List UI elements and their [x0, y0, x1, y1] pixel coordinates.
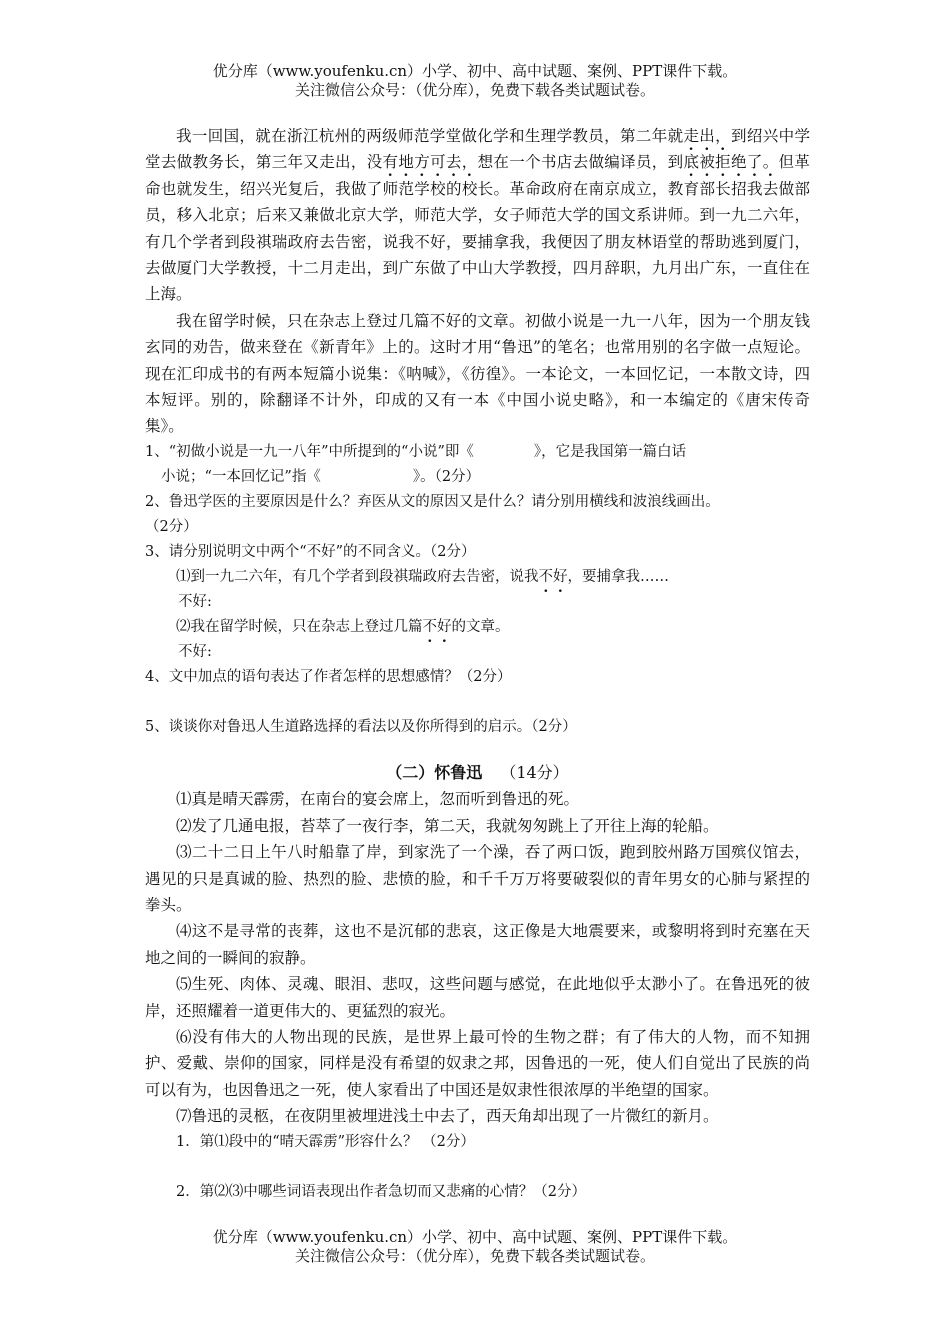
question-2: 2、鲁迅学医的主要原因是什么？弃医从文的原因又是什么？请分别用横线和波浪线画出。: [145, 493, 720, 510]
emphasis-char: 就: [667, 127, 684, 145]
dotted-phrase: [668, 127, 716, 145]
text-run: ，要捕拿我……: [567, 568, 669, 585]
emphasis-char: 方: [414, 153, 431, 172]
question-3-item2-label: 不好:: [178, 643, 212, 660]
emphasis-char: 不: [538, 568, 553, 585]
emphasis-char: 走: [683, 127, 700, 145]
emphasis-char: 了: [746, 153, 763, 172]
section2-question-1: 1．第⑴段中的“晴天霹雳”形容什么？ （2分）: [176, 1133, 475, 1150]
emphasis-char: 有: [382, 153, 399, 172]
emphasis-char: 被: [699, 153, 716, 172]
dotted-phrase: [668, 153, 763, 171]
question-3: 3、请分别说明文中两个“不好”的不同含义。（2分）: [145, 543, 476, 560]
text-run: ⑴到一九二六年，有几个学者到段祺瑞政府去告密，说我: [176, 568, 539, 585]
section-title-text: （二）怀鲁迅: [386, 762, 483, 782]
question-4: 4、文中加点的语句表达了作者怎样的思想感情？（2分）: [145, 668, 512, 685]
section2-paragraph: ⑵发了几通电报，苔萃了一夜行李，第二天，我就匆匆跳上了开往上海的轮船。: [176, 816, 719, 835]
dotted-phrase: [539, 569, 568, 585]
text-run: 1、“初做小说是一九一八年”中所提到的“小说”即《: [145, 443, 474, 460]
text-run: ⑵我在留学时候，只在杂志上登过几篇: [176, 618, 423, 635]
page-header-line2: 关注微信公众号：（优分库），免费下载各类试题试卷。: [294, 81, 655, 99]
text-run: 小说；“一本回忆记”指《: [161, 468, 321, 485]
question-1: [145, 440, 810, 465]
question-1-cont: [145, 465, 810, 490]
page-header-line1: 优分库（www.youfenku.cn）小学、初中、高中试题、案例、PPT课件下载。: [212, 62, 738, 80]
dotted-phrase: [367, 153, 462, 171]
emphasis-char: 没: [366, 153, 383, 172]
emphasis-char: 好: [437, 618, 452, 635]
emphasis-char: 到: [667, 153, 684, 172]
passage1-paragraph1: [145, 123, 810, 308]
document-body: [145, 123, 810, 1205]
section2-question-2: 2．第⑵⑶中哪些词语表现出作者急切而又悲痛的心情？（2分）: [176, 1183, 586, 1200]
question-2-score: （2分）: [145, 518, 198, 535]
question-3-item1: [145, 565, 810, 590]
emphasis-char: 好: [553, 568, 568, 585]
question-3-item2: [145, 615, 810, 640]
passage1-paragraph2: 我在留学时候，只在杂志上登过几篇不好的文章。初做小说是一九一八年，因为一个朋友钱玄同的劝告，做来登在《新青年》上的。这时才用“鲁迅”的笔名；也常用别的名字做一点短论。现在汇印成书的有两本短篇小说集：《呐喊》，《彷徨》。一本论文，一本回忆记，一本散文诗，四本短评。别的，除翻译不计外，印成的又有一本《中国小说史略》，和一本编定的《唐宋传奇集》。: [145, 311, 810, 436]
text-run: 我一回国，就在浙江杭州的两级师范学堂做化学和生理学教员，第二年: [176, 127, 668, 145]
section2-paragraphs: [145, 786, 810, 1129]
text-run: 的文章。: [451, 618, 510, 635]
section2-paragraph: ⑺鲁迅的灵柩，在夜阴里被埋进浅土中去了，西天角却出现了一片微红的新月。: [176, 1107, 719, 1126]
question-3-item1-label: 不好:: [178, 593, 212, 610]
text-run: 》，它是我国第一篇白话: [533, 443, 687, 460]
section2-paragraph: ⑶二十二日上午八时船靠了岸，到家洗了一个澡，吞了两口饭，跑到胶州路万国殡仪馆去，遇见的只是真诚的脸、热烈的脸、悲愤的脸，和千千万万将要破裂似的青年男女的心肺与紧捏的拳头。: [145, 843, 810, 914]
section2-paragraph: ⑴真是晴天霹雳，在南台的宴会席上，忽而听到鲁迅的死。: [176, 790, 580, 809]
emphasis-char: 出: [699, 127, 716, 145]
emphasis-char: 拒: [715, 153, 732, 172]
emphasis-char: 底: [683, 153, 700, 172]
section2-paragraph: ⑷这不是寻常的丧葬，这也不是沉郁的悲哀，这正像是大地震要来，或黎明将到时充塞在天地之间的一瞬间的寂静。: [145, 922, 810, 967]
text-run: ，想在一个书店去做编译员，: [461, 153, 668, 172]
section2-paragraph: ⑹没有伟大的人物出现的民族，是世界上最可怜的生物之群；有了伟大的人物，而不知拥护、爱戴、崇仰的国家，同样是没有希望的奴隶之邦，因鲁迅的一死，使人们自觉出了民族的尚可以有为，也因鲁迅之一死，使人家看出了中国还是奴隶性很浓厚的半绝望的国家。: [145, 1027, 810, 1099]
section-score: （14分）: [500, 762, 569, 782]
section2-title: [145, 760, 810, 786]
page-footer-line2: 关注微信公众号：（优分库），免费下载各类试题试卷。: [294, 1247, 655, 1265]
text-run: 》。（2分）: [412, 468, 481, 485]
emphasis-char: 去: [445, 153, 462, 172]
emphasis-char: 绝: [731, 153, 747, 172]
text-run: ，到绍兴中学堂去做教务长，第三年又走出，: [145, 127, 810, 172]
emphasis-char: 不: [422, 618, 437, 635]
emphasis-char: 可: [430, 153, 446, 172]
emphasis-char: 地: [398, 153, 415, 172]
text-run: 。但革命也就发生，绍兴光复后，我做了师范学校的校长。革命政府在南京成立，教育部长招我去做部员，移入北京；后来又兼做北京大学，师范大学，女子师范大学的国文系讲师。到一九二六年，有几个学者到段祺瑞政府去告密，说我不好，要捕拿我，我便因了朋友林语堂的帮助逃到厦门，去做厦门大学教授，十二月走出，到广东做了中山大学教授，四月辞职，九月出广东，一直住在上海。: [145, 153, 810, 304]
dotted-phrase: [423, 619, 452, 635]
question-5: 5、谈谈你对鲁迅人生道路选择的看法以及你所得到的启示。（2分）: [145, 718, 577, 735]
page-footer-line1: 优分库（www.youfenku.cn）小学、初中、高中试题、案例、PPT课件下载。: [212, 1228, 738, 1246]
section2-paragraph: ⑸生死、肉体、灵魂、眼泪、悲叹，这些问题与感觉，在此地似乎太渺小了。在鲁迅死的彼岸，还照耀着一道更伟大的、更猛烈的寂光。: [145, 975, 810, 1020]
